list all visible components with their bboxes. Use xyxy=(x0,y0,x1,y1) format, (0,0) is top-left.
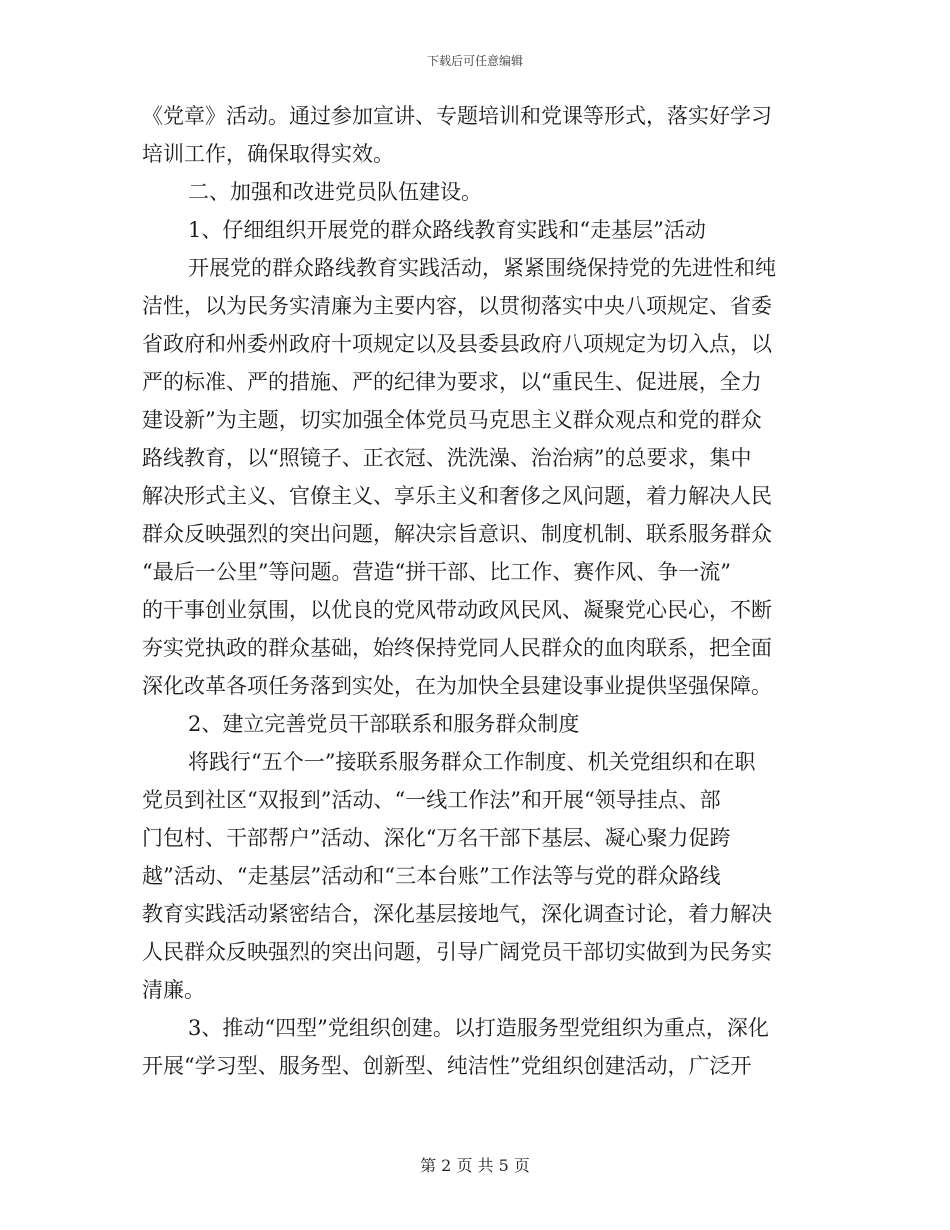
text-line: 人民群众反映强烈的突出问题，引导广阔党员干部切实做到为民务实 xyxy=(142,940,772,964)
text-line: 清廉。 xyxy=(142,978,205,1002)
page-number: 第 2 页 共 5 页 xyxy=(420,1156,530,1175)
text-line: 群众反映强烈的突出问题，解决宗旨意识、制度机制、联系服务群众 xyxy=(142,522,772,546)
text-line: 开展党的群众路线教育实践活动，紧紧围绕保持党的先进性和纯 xyxy=(188,256,776,280)
page-header: 下载后可任意编辑 xyxy=(426,54,523,68)
text-line: “最后一公里”等问题。营造“拼干部、比工作、赛作风、争一流” xyxy=(142,560,731,584)
subsection-heading: 1、仔细组织开展党的群众路线教育实践和“走基层”活动 xyxy=(188,218,706,242)
text-line: 省政府和州委州政府十项规定以及县委县政府八项规定为切入点，以 xyxy=(142,332,772,356)
subsection-heading: 3、推动“四型”党组织创建。以打造服务型党组织为重点，深化 xyxy=(188,1016,769,1040)
text-line: 开展“学习型、服务型、创新型、纯洁性”党组织创建活动，广泛开 xyxy=(142,1054,752,1078)
text-line: 教育实践活动紧密结合，深化基层接地气，深化调查讨论，着力解决 xyxy=(142,902,772,926)
text-line: 路线教育，以“照镜子、正衣冠、洗洗澡、治治病”的总要求，集中 xyxy=(142,446,752,470)
text-line: 解决形式主义、官僚主义、享乐主义和奢侈之风问题，着力解决人民 xyxy=(142,484,772,508)
text-line: 夯实党执政的群众基础，始终保持党同人民群众的血肉联系，把全面 xyxy=(142,636,772,660)
text-line: 深化改革各项任务落到实处，在为加快全县建设事业提供坚强保障。 xyxy=(142,674,772,698)
text-line: 越”活动、“走基层”活动和“三本台账”工作法等与党的群众路线 xyxy=(142,864,721,888)
section-heading: 二、加强和改进党员队伍建设。 xyxy=(188,180,482,204)
text-line: 将践行“五个一”接联系服务群众工作制度、机关党组织和在职 xyxy=(188,750,756,774)
text-line: 洁性，以为民务实清廉为主要内容，以贯彻落实中央八项规定、省委 xyxy=(142,294,772,318)
document-body xyxy=(142,97,810,1085)
text-line: 建设新”为主题，切实加强全体党员马克思主义群众观点和党的群众 xyxy=(142,408,762,432)
text-line: 门包村、干部帮户”活动、深化“万名干部下基层、凝心聚力促跨 xyxy=(142,826,731,850)
text-line: 的干事创业氛围，以优良的党风带动政风民风、凝聚党心民心，不断 xyxy=(142,598,772,622)
text-line: 培训工作，确保取得实效。 xyxy=(142,142,394,166)
subsection-heading: 2、建立完善党员干部联系和服务群众制度 xyxy=(188,712,580,736)
text-line: 《党章》活动。通过参加宣讲、专题培训和党课等形式，落实好学习 xyxy=(142,104,772,128)
text-line: 严的标准、严的措施、严的纪律为要求，以“重民生、促进展，全力 xyxy=(142,370,762,394)
text-line: 党员到社区“双报到”活动、“一线工作法”和开展“领导挂点、部 xyxy=(142,788,721,812)
